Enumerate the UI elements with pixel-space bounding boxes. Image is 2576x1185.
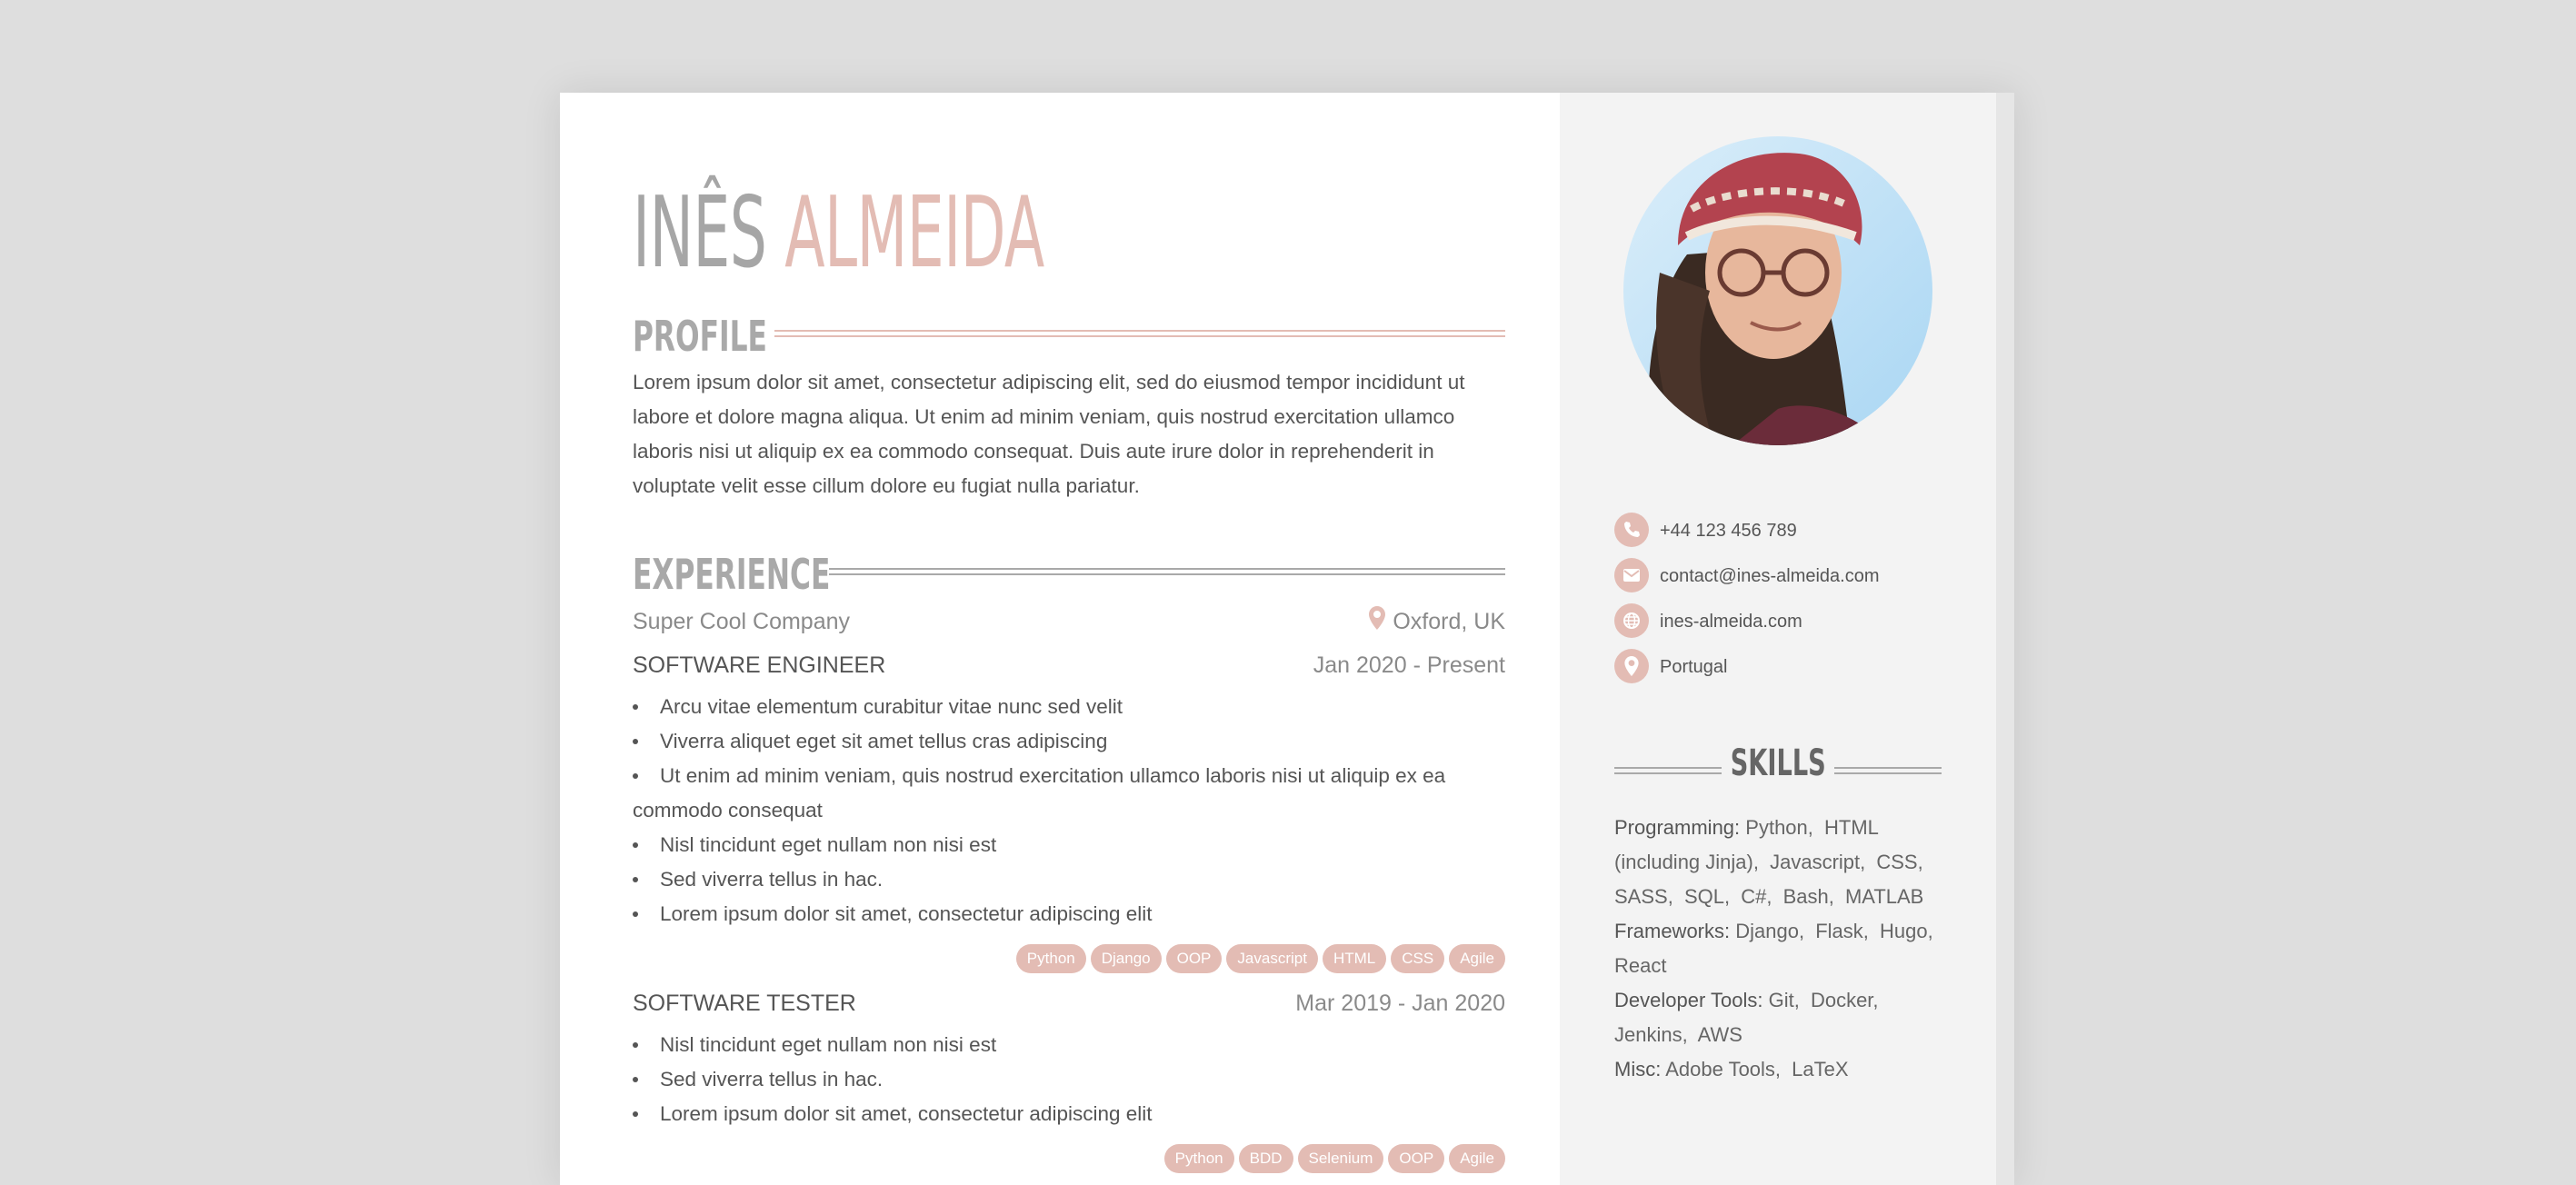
experience-heading-rule (829, 568, 1505, 575)
sidebar-edge (1996, 93, 2014, 1185)
skills-category-label: Misc: (1614, 1058, 1662, 1080)
job-title: SOFTWARE ENGINEER (633, 652, 886, 678)
skills-programming (1614, 811, 1955, 914)
company-location-text: Oxford, UK (1393, 609, 1505, 634)
list-item: Arcu vitae elementum curabitur vitae nunc sed velit (633, 690, 1505, 724)
skill-tag: OOP (1166, 944, 1223, 973)
skill-tag: BDD (1239, 1144, 1293, 1173)
job-skill-tags (633, 1144, 1505, 1175)
list-item (633, 759, 1505, 828)
list-item: Sed viverra tellus in hac. (633, 862, 1505, 897)
company-location (1369, 603, 1505, 641)
contact-phone[interactable] (1614, 511, 1996, 551)
profile-text (633, 365, 1505, 503)
job-header-row (633, 647, 1505, 683)
skills-category-label: Developer Tools: (1614, 989, 1763, 1011)
skill-item: SASS, (1614, 885, 1673, 908)
contact-email[interactable] (1614, 556, 1996, 596)
skill-item: MATLAB (1844, 885, 1924, 908)
skill-item: Python, (1745, 816, 1813, 839)
contact-email-text: contact@ines-almeida.com (1660, 566, 1880, 586)
skill-item: HTML (including Jinja), (1614, 816, 1879, 873)
skill-tag: Agile (1449, 1144, 1505, 1173)
skill-tag: CSS (1391, 944, 1444, 973)
resume-name (633, 174, 1044, 293)
skill-item: Javascript, (1770, 851, 1866, 873)
profile-line: voluptate velit esse cillum dolore eu fugiat nulla pariatur. (633, 474, 1140, 497)
list-item-text: Ut enim ad minim veniam, quis nostrud exercitation ullamco laboris nisi ut aliquip ex ea (660, 764, 1446, 787)
skills-tools (1614, 983, 1955, 1052)
location-pin-icon (1614, 649, 1649, 683)
skill-item: CSS, (1876, 851, 1923, 873)
skill-item: LaTeX (1792, 1058, 1849, 1080)
skills-list (1614, 811, 1955, 1087)
job-dates: Jan 2020 - Present (1313, 652, 1505, 678)
contact-website[interactable] (1614, 602, 1996, 642)
list-item: Sed viverra tellus in hac. (633, 1062, 1505, 1097)
skill-item: React (1614, 954, 1667, 977)
profile-line: Lorem ipsum dolor sit amet, consectetur adipiscing elit, sed do eiusmod tempor incididunt ut (633, 371, 1465, 393)
job-bullet-list (633, 690, 1505, 931)
job-bullet-list (633, 1028, 1505, 1131)
experience-heading: EXPERIENCE (633, 550, 831, 599)
skill-item: Git, (1768, 989, 1800, 1011)
skill-tag: Agile (1449, 944, 1505, 973)
skill-item: Hugo, (1880, 920, 1933, 942)
resume-page (560, 93, 2014, 1185)
profile-line: labore et dolore magna aliqua. Ut enim ad minim veniam, quis nostrud exercitation ullamco (633, 405, 1455, 428)
skill-tag: Python (1164, 1144, 1234, 1173)
location-pin-icon (1369, 604, 1385, 641)
job-dates: Mar 2019 - Jan 2020 (1295, 991, 1505, 1016)
last-name: ALMEIDA (784, 176, 1044, 290)
profile-heading: PROFILE (633, 312, 767, 361)
skills-heading-row (1560, 738, 1996, 792)
skill-item: Flask, (1815, 920, 1869, 942)
skill-tag: Javascript (1226, 944, 1318, 973)
job-header-row (633, 985, 1505, 1021)
profile-heading-rule (774, 330, 1505, 337)
list-item: Nisl tincidunt eget nullam non nisi est (633, 1028, 1505, 1062)
list-item: Viverra aliquet eget sit amet tellus cras adipiscing (633, 724, 1505, 759)
skills-heading: SKILLS (1730, 742, 1826, 784)
contact-website-text: ines-almeida.com (1660, 612, 1802, 632)
contact-location-text: Portugal (1660, 657, 1728, 677)
job-skill-tags (633, 944, 1505, 975)
list-item: Nisl tincidunt eget nullam non nisi est (633, 828, 1505, 862)
skill-item: Docker, (1810, 989, 1879, 1011)
skill-tag: HTML (1323, 944, 1386, 973)
list-item: Lorem ipsum dolor sit amet, consectetur adipiscing elit (633, 897, 1505, 931)
phone-icon (1614, 513, 1649, 547)
profile-line: laboris nisi ut aliquip ex ea commodo consequat. Duis aute irure dolor in reprehenderit in (633, 440, 1434, 463)
skills-category-label: Frameworks: (1614, 920, 1731, 942)
profile-photo (1623, 136, 1932, 445)
skill-tag: OOP (1388, 1144, 1444, 1173)
list-item-continuation: commodo consequat (633, 799, 823, 822)
list-item: Lorem ipsum dolor sit amet, consectetur adipiscing elit (633, 1097, 1505, 1131)
first-name: INÊS (633, 176, 767, 290)
resume-sidebar (1560, 93, 1996, 1185)
skill-item: AWS (1697, 1023, 1742, 1046)
skills-rule-right (1834, 767, 1942, 774)
skill-item: SQL, (1683, 885, 1731, 908)
contact-phone-text: +44 123 456 789 (1660, 521, 1797, 541)
job-title: SOFTWARE TESTER (633, 991, 856, 1016)
skill-item: C#, (1741, 885, 1772, 908)
skills-category-label: Programming: (1614, 816, 1741, 839)
company-name: Super Cool Company (633, 609, 851, 634)
contact-location (1614, 647, 1996, 687)
skill-item: Bash, (1782, 885, 1834, 908)
skill-item: Jenkins, (1614, 1023, 1688, 1046)
skills-rule-left (1614, 767, 1722, 774)
skills-misc (1614, 1052, 1955, 1087)
skill-tag: Django (1091, 944, 1162, 973)
skill-tag: Python (1016, 944, 1086, 973)
skills-frameworks (1614, 914, 1955, 983)
globe-icon (1614, 603, 1649, 638)
company-row (633, 603, 1505, 640)
skill-item: Adobe Tools, (1665, 1058, 1782, 1080)
skill-tag: Selenium (1298, 1144, 1384, 1173)
email-icon (1614, 558, 1649, 592)
skill-item: Django, (1735, 920, 1805, 942)
